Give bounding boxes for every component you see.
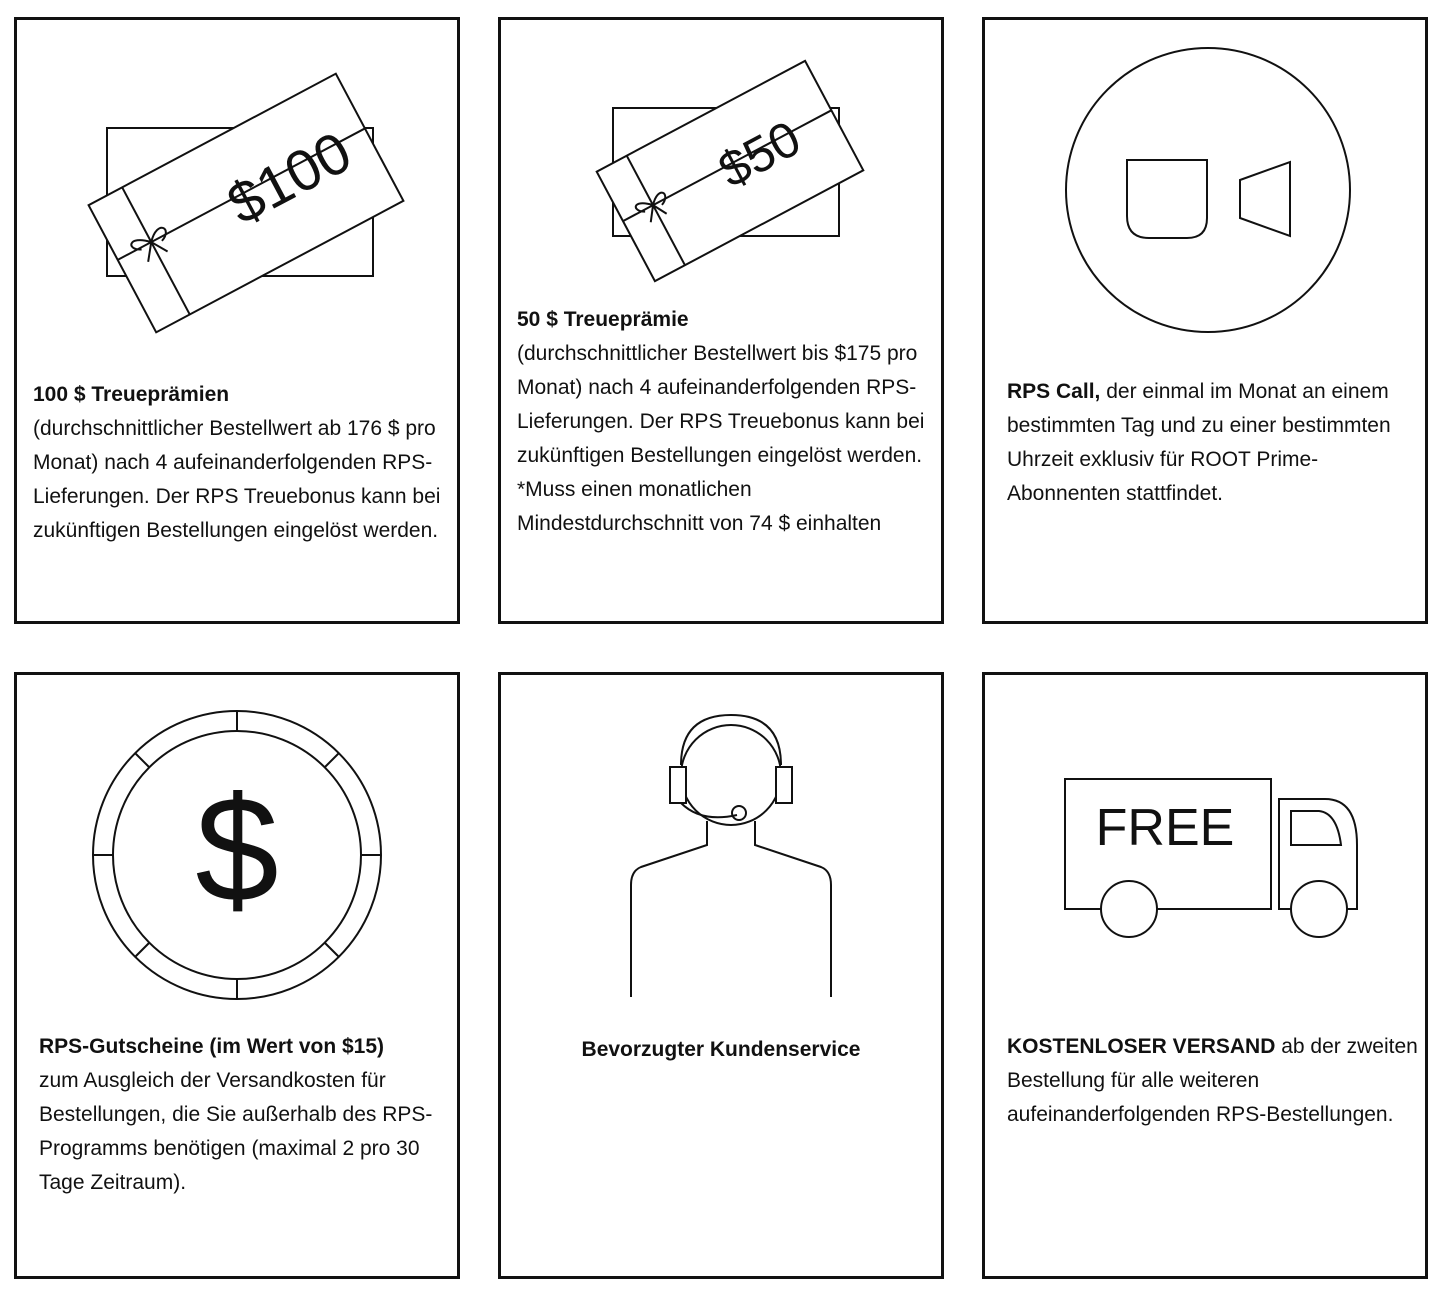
card-body: zum Ausgleich der Versandkosten für Bestellungen, die Sie außerhalb des RPS-Programms benötigen (maximal 2 pro 30 Tage Zeitraum). [39,1069,433,1194]
card-title: Bevorzugter Kundenservice [581,1038,861,1061]
card-title: 100 $ Treueprämien [33,383,230,406]
video-camera-icon [985,20,1431,627]
card-title: RPS-Gutscheine (im Wert von $15) [39,1035,385,1058]
headset-agent-icon [501,675,947,1282]
truck-label: FREE [1095,799,1235,857]
card-note: *Muss einen monatlichen Mindestdurchschnitt von 74 $ einhalten [517,478,882,535]
card-body: (durchschnittlicher Bestellwert bis $175 pro Monat) nach 4 aufeinanderfolgenden RPS-Lieferungen. Der RPS Treuebonus kann bei zukünftigen Bestellungen eingelöst werden. [517,342,925,467]
rps-call-card [982,17,1428,624]
gift-card-amount: $100 [217,119,362,238]
gift-card-amount: $50 [709,109,810,199]
delivery-truck-icon [985,675,1431,1282]
reward-card-100 [14,17,460,624]
card-body: (durchschnittlicher Bestellwert ab 176 $ pro Monat) nach 4 aufeinanderfolgenden RPS-Lieferungen. Der RPS Treuebonus kann bei zukünftigen Bestellungen eingelöst werden. [33,417,441,542]
customer-service-card [498,672,944,1279]
free-shipping-card [982,672,1428,1279]
card-body: der einmal im Monat an einem bestimmten Tag und zu einer bestimmten Uhrzeit exklusiv für ROOT Prime-Abonnenten stattfindet. [1007,380,1391,505]
card-title: 50 $ Treueprämie [517,308,689,331]
card-body: ab der zweiten Bestellung für alle weiteren aufeinanderfolgenden RPS-Bestellungen. [1007,1035,1418,1126]
reward-card-50 [498,17,944,624]
coupon-card [14,672,460,1279]
dollar-symbol: $ [195,765,279,933]
card-title: KOSTENLOSER VERSAND [1007,1035,1276,1058]
card-title: RPS Call, [1007,380,1101,403]
